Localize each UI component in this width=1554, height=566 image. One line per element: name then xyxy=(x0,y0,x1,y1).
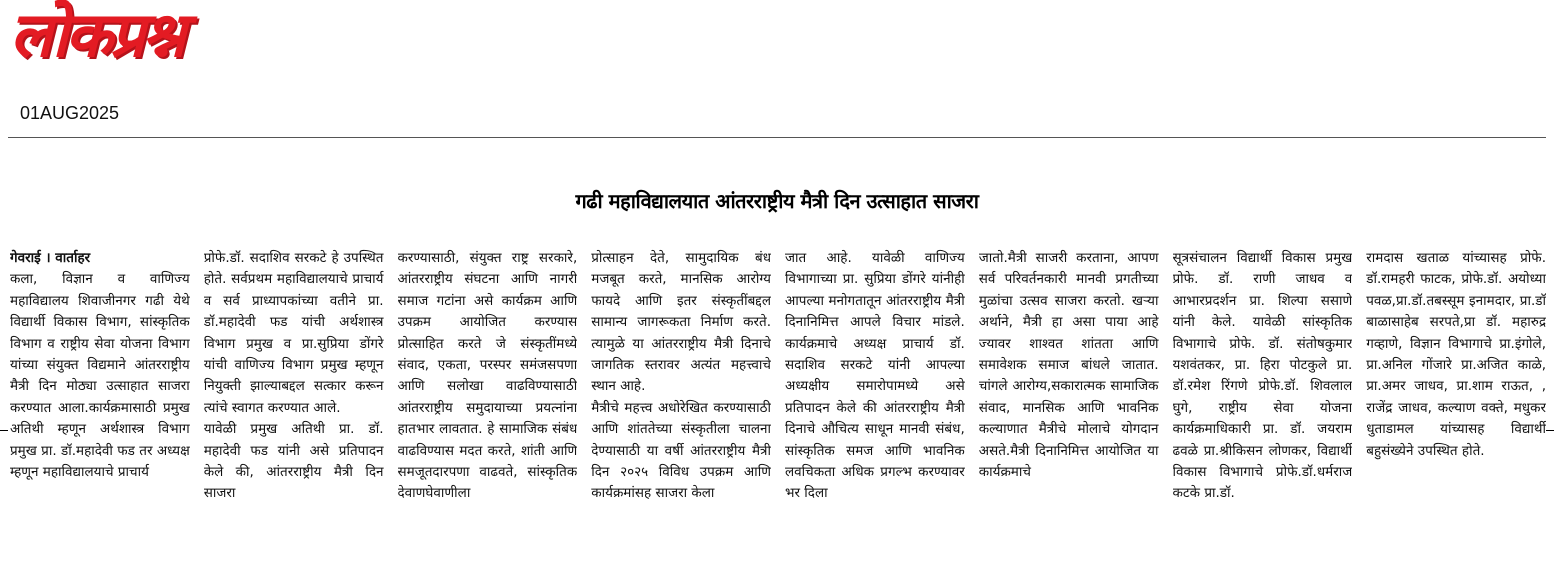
article-column-8: रामदास खताळ यांच्यासह प्रोफे. डॉ.रामहरी फाटक, प्रोफे.डॉ. अयोध्या पवळ,प्रा.डॉ.तबस्सूम इनामदार, प्रा.डॉ बाळासाहेब सरपते,प्रा डॉ. महारुद्र गव्हाणे, विज्ञान विभागाचे प्रा.इंगोले, प्रा.अनिल गोंजारे प्रा.अजित काळे, प्रा.अमर जाधव, प्रा.शाम राऊत, , राजेंद्र जाधव, कल्याण वक्ते, मधुकर धुताडामल यांच्यासह विद्यार्थी बहुसंख्येने उपस्थित होते. xyxy=(1366,250,1546,459)
masthead-logo: लोकप्रश्न xyxy=(10,0,183,71)
article-column-7: सूत्रसंचालन विद्यार्थी विकास प्रमुख प्रोफे. डॉ. राणी जाधव व आभारप्रदर्शन प्रा. शिल्पा ससाणे यांनी केले. यावेळी सांस्कृतिक विभागाचे प्रोफे. डॉ. संतोषकुमार यशवंतकर, प्रा. हिरा पोटकुले प्रा. डॉ.रमेश रिंगणे प्रोफे.डॉ. शिवलाल घुगे, राष्ट्रीय सेवा योजना कार्यक्रमाधिकारी प्रा. डॉ. जयराम ढवळे प्रा.श्रीकिसन लोणकर, विद्यार्थी विकास विभागाचे प्रोफे.डॉ.धर्मराज कटके प्रा.डॉ. xyxy=(1172,250,1353,502)
article-byline: गेवराई । वार्ताहर xyxy=(10,250,91,266)
article-headline: गढी महाविद्यालयात आंतरराष्ट्रीय मैत्री दिन उत्साहात साजरा xyxy=(575,189,979,213)
publication-date: 01AUG2025 xyxy=(20,103,120,123)
article-column-1 xyxy=(10,248,190,566)
article-column-3: करण्यासाठी, संयुक्त राष्ट्र सरकारे, आंतरराष्ट्रीय संघटना आणि नागरी समाज गटांना असे कार्यक्रम आणि उपक्रम आयोजित करण्यास प्रोत्साहित करते जे संस्कृतींमध्ये संवाद, एकता, परस्पर समंजसपणा आणि सलोखा वाढविण्यासाठी आंतरराष्ट्रीय समुदायाच्या प्रयत्नांना हातभार लावतात. हे सामाजिक संबंध वाढविण्यास मदत करते, शांती आणि समजूतदारपणा वाढवते, सांस्कृतिक देवाणघेवाणीला xyxy=(397,250,578,502)
article-column-6: जातो.मैत्री साजरी करताना, आपण सर्व परिवर्तनकारी मानवी प्रगतीच्या मुळांचा उत्सव साजरा करतो. खऱ्या अर्थाने, मैत्री हा असा पाया आहे ज्यावर शाश्वत शांतता आणि समावेशक समाज बांधले जातात. चांगले आरोग्य,सकारात्मक सामाजिक संवाद, मानसिक आणि भावनिक कल्याणात मैत्रीचे मोलाचे योगदान असते.मैत्री दिनानिमित्त आयोजित या कार्यक्रमाचे xyxy=(978,250,1159,481)
article-column-2: प्रोफे.डॉ. सदाशिव सरकटे हे उपस्थित होते. सर्वप्रथम महाविद्यालयाचे प्राचार्य व सर्व प्राध्यापकांच्या वतीने प्रा. डॉ.महादेवी फड यांची अर्थशास्त्र विभाग प्रमुख व प्रा.सुप्रिया डोंगरे यांची वाणिज्य विभाग प्रमुख म्हणून नियुक्ती झाल्याबद्दल सत्कार करून त्यांचे स्वागत करण्यात आले. यावेळी प्रमुख अतिथी प्रा. डॉ. महादेवी फड यांनी असे प्रतिपादन केले की, आंतरराष्ट्रीय मैत्री दिन साजरा xyxy=(203,250,384,502)
article-column-4: प्रोत्साहन देते, सामुदायिक बंध मजबूत करते, मानसिक आरोग्य फायदे आणि इतर संस्कृतींबद्दल सामान्य जागरूकता निर्माण करते. त्यामुळे या आंतरराष्ट्रीय मैत्री दिनाचे जागतिक स्तरावर अत्यंत महत्त्वाचे स्थान आहे. मैत्रीचे महत्त्व अधोरेखित करण्यासाठी आणि शांततेच्या संस्कृतीला चालना देण्यासाठी या वर्षी आंतरराष्ट्रीय मैत्री दिन २०२५ विविध उपक्रम आणि कार्यक्रमांसह साजरा केला xyxy=(591,250,771,502)
article-column-5: जात आहे. यावेळी वाणिज्य विभागाच्या प्रा. सुप्रिया डोंगरे यांनीही आपल्या मनोगतातून आंतरराष्ट्रीय मैत्री दिनानिमित्त आपले विचार मांडले. कार्यक्रमाचे अध्यक्ष प्राचार्य डॉ. सदाशिव सरकटे यांनी आपल्या अध्यक्षीय समारोपामध्ये असे प्रतिपादन केले की आंतरराष्ट्रीय मैत्री दिनाचे औचित्य साधून मानवी संबंध, सांस्कृतिक समज आणि भावनिक लवचिकता अधिक प्रगल्भ करण्यावर भर दिला xyxy=(785,250,965,502)
article-body xyxy=(10,248,1546,566)
column-text: कला, विज्ञान व वाणिज्य महाविद्यालय शिवाजीनगर गढी येथे विद्यार्थी विकास विभाग, सांस्कृतिक विभाग व राष्ट्रीय सेवा योजना विभाग यांच्या संयुक्त विद्यमाने आंतरराष्ट्रीय मैत्री दिन मोठ्या उत्साहात साजरा करण्यात आला.कार्यक्रमासाठी प्रमुख अतिथी म्हणून अर्थशास्त्र विभाग प्रमुख प्रा. डॉ.महादेवी फड तर अध्यक्ष म्हणून महाविद्यालयाचे प्राचार्य xyxy=(10,271,190,481)
margin-tick-right xyxy=(1546,430,1554,431)
margin-tick-left xyxy=(0,430,8,431)
header-divider xyxy=(8,137,1546,138)
